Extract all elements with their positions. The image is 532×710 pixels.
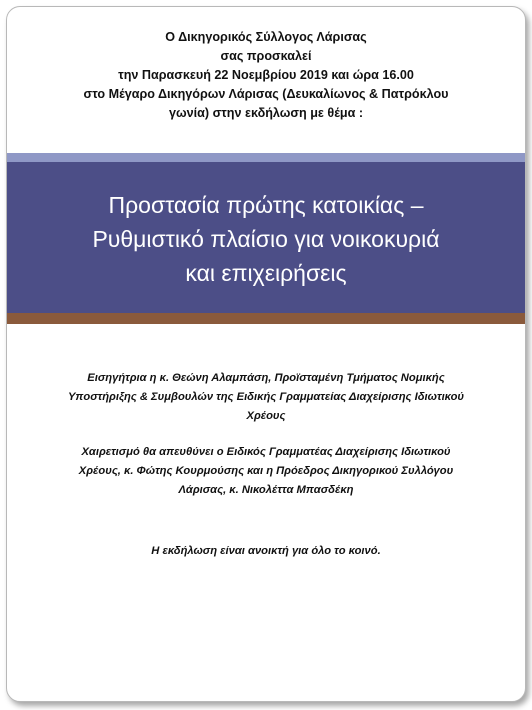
open-event-line: Η εκδήλωση είναι ανοικτή για όλο το κοινό. — [151, 545, 381, 557]
event-title — [7, 188, 525, 290]
speaker-paragraph — [7, 369, 525, 426]
open-event-note — [7, 542, 525, 561]
banner-bottom-strip — [7, 313, 525, 324]
greeting-line: Χρέους, κ. Φώτης Κουρμούσης και η Πρόεδρος Δικηγορικού Συλλόγου — [78, 465, 454, 477]
flyer-frame — [6, 6, 526, 702]
invitation-line: στο Μέγαρο Δικηγόρων Λάρισας (Δευκαλίωνος & Πατρόκλου — [83, 87, 449, 101]
title-line: Ρυθμιστικό πλαίσιο για νοικοκυριά — [92, 226, 440, 252]
title-banner — [7, 162, 525, 313]
greeting-line: Λάρισας, κ. Νικολέττα Μπασδέκη — [178, 484, 354, 496]
speaker-line: Χρέους — [246, 410, 286, 422]
greeting-paragraph — [7, 443, 525, 500]
invitation-line: γωνία) στην εκδήλωση με θέμα : — [168, 106, 364, 120]
invitation-line: Ο Δικηγορικός Σύλλογος Λάρισας — [165, 30, 367, 44]
speaker-line: Εισηγήτρια η κ. Θεώνη Αλαμπάση, Προϊσταμένη Τμήματος Νομικής — [87, 372, 445, 384]
greeting-line: Χαιρετισμό θα απευθύνει ο Ειδικός Γραμματέας Διαχείρισης Ιδιωτικού — [81, 446, 451, 458]
title-line: Προστασία πρώτης κατοικίας – — [108, 192, 424, 218]
invitation-text — [7, 28, 525, 123]
banner-top-strip — [7, 153, 525, 162]
invitation-line: σας προσκαλεί — [220, 49, 312, 63]
invitation-line: την Παρασκευή 22 Νοεμβρίου 2019 και ώρα 16.00 — [118, 68, 414, 82]
speaker-line: Υποστήριξης & Συμβουλών της Ειδικής Γραμματείας Διαχείρισης Ιδιωτικού — [67, 391, 465, 403]
title-line: και επιχειρήσεις — [185, 260, 347, 286]
